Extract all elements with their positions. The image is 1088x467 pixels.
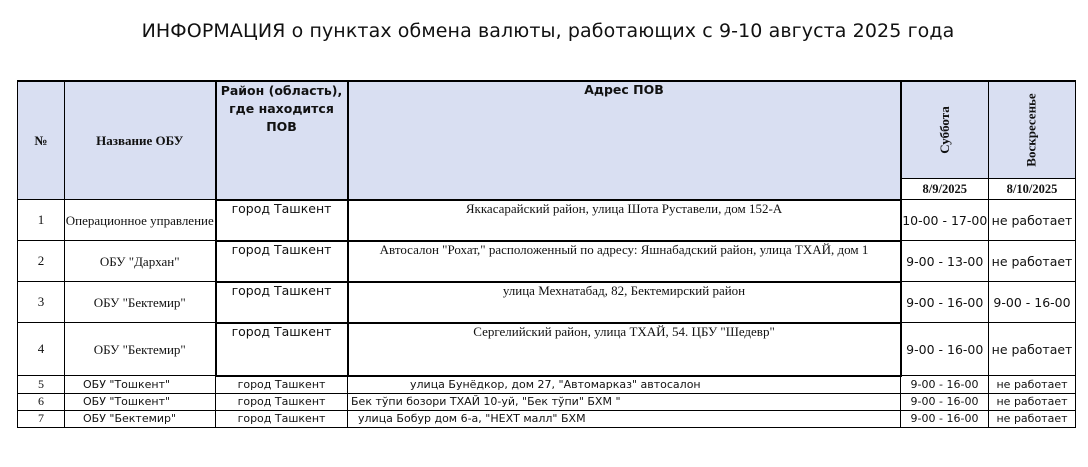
header-num: № xyxy=(18,81,65,200)
table-row xyxy=(18,410,1076,427)
row-num: 5 xyxy=(18,376,65,394)
row-num: 3 xyxy=(18,282,65,323)
row-sunday-hours: не работает xyxy=(989,410,1076,427)
row-sunday-hours: не работает xyxy=(989,241,1076,282)
row-district: город Ташкент xyxy=(216,200,348,241)
row-sunday-hours: не работает xyxy=(989,200,1076,241)
table-row xyxy=(18,393,1076,410)
row-num: 1 xyxy=(18,200,65,241)
row-sunday-hours: не работает xyxy=(989,393,1076,410)
row-address: улица Мехнатабад, 82, Бектемирский район xyxy=(348,282,901,323)
table-row xyxy=(18,376,1076,394)
table-row xyxy=(18,282,1076,323)
header-saturday-label: Суббота xyxy=(936,106,952,154)
header-saturday xyxy=(901,81,989,179)
row-saturday-hours: 9-00 - 16-00 xyxy=(901,282,989,323)
header-address: Адрес ПОВ xyxy=(348,81,901,200)
row-name: ОБУ "Тошкент" xyxy=(65,393,216,410)
row-address: Автосалон "Рохат," расположенный по адресу: Яшнабадский район, улица ТХАЙ, дом 1 xyxy=(348,241,901,282)
row-address: улица Бунёдкор, дом 27, "Автомарказ" автосалон xyxy=(348,376,901,394)
row-address: Бек тўпи бозори ТХАЙ 10-уй, "Бек тўпи" БХМ " xyxy=(348,393,901,410)
row-district: город Ташкент xyxy=(216,410,348,427)
row-saturday-hours: 9-00 - 13-00 xyxy=(901,241,989,282)
row-sunday-hours: не работает xyxy=(989,376,1076,394)
row-num: 7 xyxy=(18,410,65,427)
header-row xyxy=(18,81,1076,179)
row-district: город Ташкент xyxy=(216,241,348,282)
header-name: Название ОБУ xyxy=(65,81,216,200)
page-title: ИНФОРМАЦИЯ о пунктах обмена валюты, работающих с 9-10 августа 2025 года xyxy=(141,20,955,42)
header-sunday-label: Воскресенье xyxy=(1024,93,1039,167)
row-name: ОБУ "Тошкент" xyxy=(65,376,216,394)
row-saturday-hours: 9-00 - 16-00 xyxy=(901,323,989,376)
row-saturday-hours: 9-00 - 16-00 xyxy=(901,410,989,427)
row-num: 6 xyxy=(18,393,65,410)
row-address: улица Бобур дом 6-а, "НЕХТ малл" БХМ xyxy=(348,410,901,427)
exchange-points-table xyxy=(17,80,1076,428)
table-row xyxy=(18,200,1076,241)
row-num: 4 xyxy=(18,323,65,376)
row-sunday-hours: 9-00 - 16-00 xyxy=(989,282,1076,323)
row-name: ОБУ "Бектемир" xyxy=(65,323,216,376)
row-district: город Ташкент xyxy=(216,393,348,410)
row-address: Яккасарайский район, улица Шота Руставели, дом 152-А xyxy=(348,200,901,241)
header-saturday-date: 8/9/2025 xyxy=(901,179,989,200)
table-row xyxy=(18,323,1076,376)
row-district: город Ташкент xyxy=(216,323,348,376)
row-name: Операционное управление xyxy=(65,200,216,241)
header-district: Район (область), где находится ПОВ xyxy=(216,81,348,200)
row-num: 2 xyxy=(18,241,65,282)
row-saturday-hours: 10-00 - 17-00 xyxy=(901,200,989,241)
row-name: ОБУ "Дархан" xyxy=(65,241,216,282)
header-sunday xyxy=(989,81,1076,179)
row-saturday-hours: 9-00 - 16-00 xyxy=(901,376,989,394)
row-address: Сергелийский район, улица ТХАЙ, 54. ЦБУ "Шедевр" xyxy=(348,323,901,376)
row-district: город Ташкент xyxy=(216,282,348,323)
row-name: ОБУ "Бектемир" xyxy=(65,282,216,323)
header-sunday-date: 8/10/2025 xyxy=(989,179,1076,200)
row-name: ОБУ "Бектемир" xyxy=(65,410,216,427)
table-row xyxy=(18,241,1076,282)
row-saturday-hours: 9-00 - 16-00 xyxy=(901,393,989,410)
row-sunday-hours: не работает xyxy=(989,323,1076,376)
row-district: город Ташкент xyxy=(216,376,348,394)
